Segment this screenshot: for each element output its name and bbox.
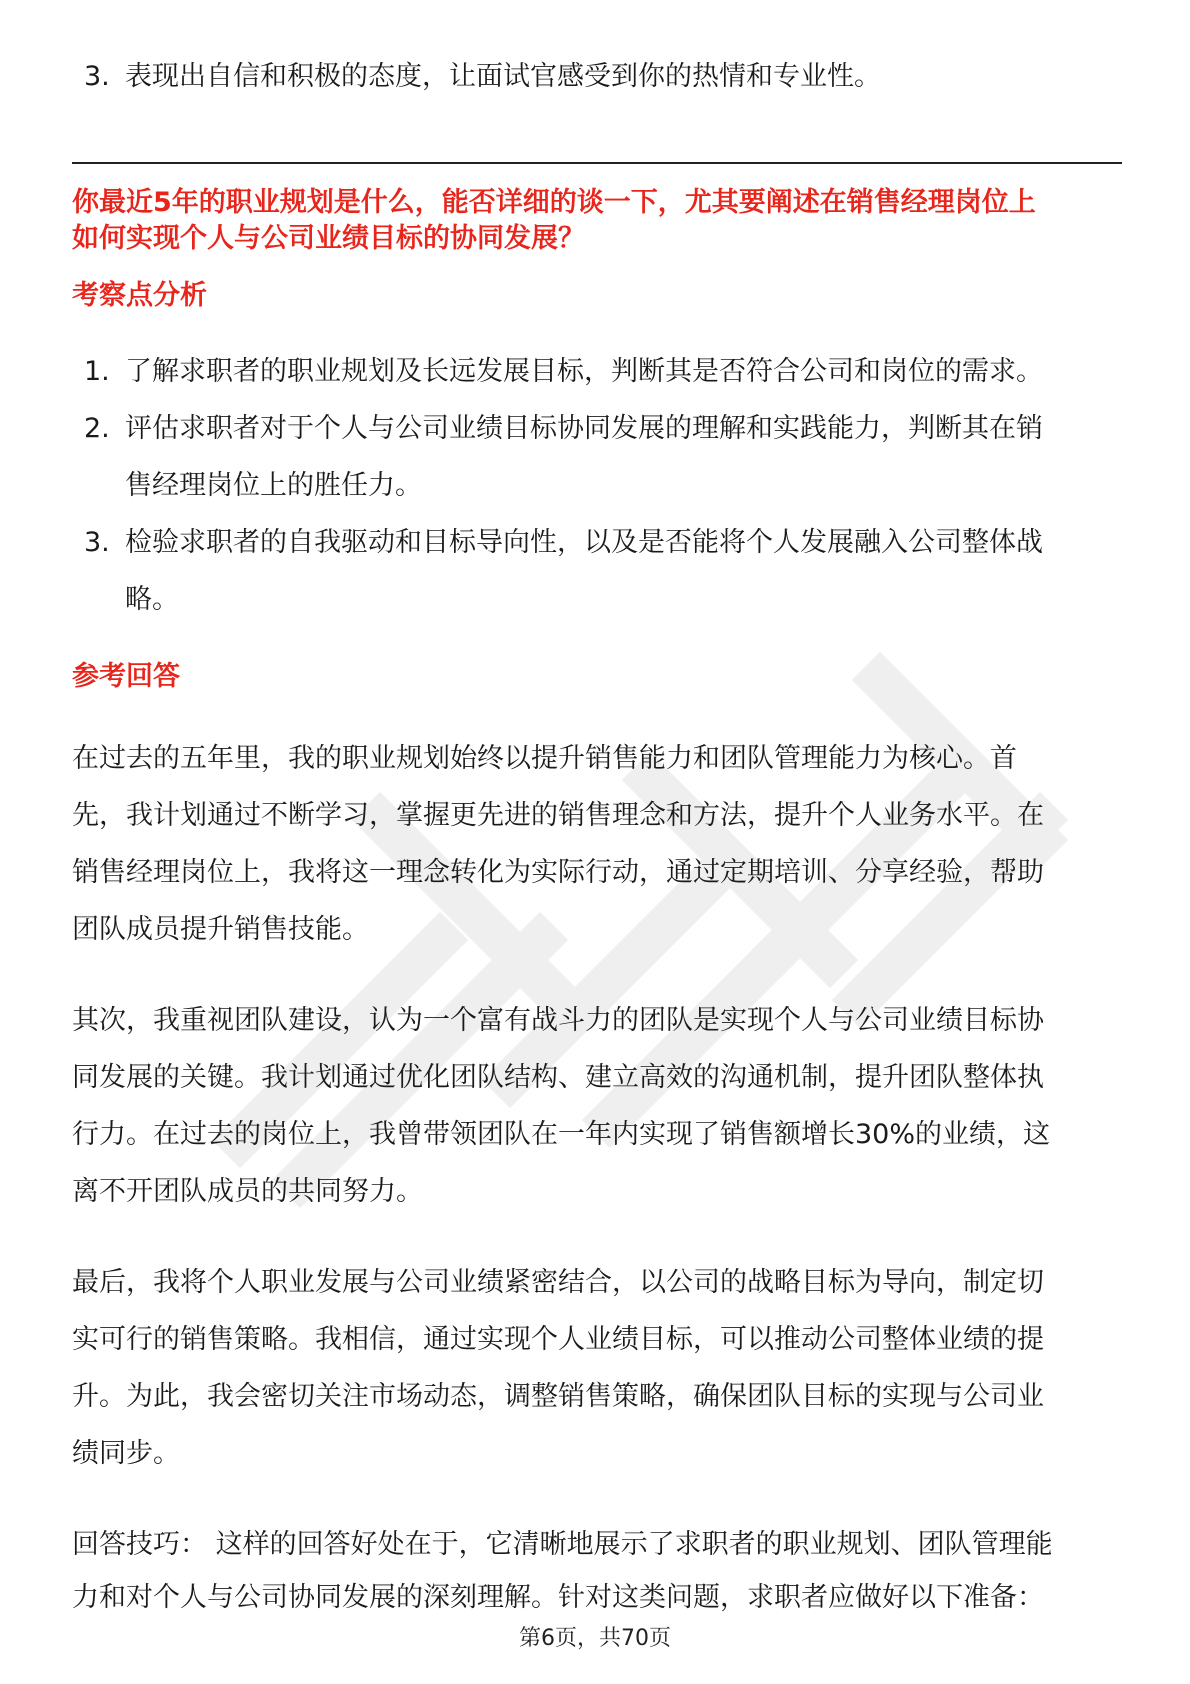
prev-item-number: 3.	[84, 61, 110, 92]
answer-paragraph-line: 实可行的销售策略。我相信，通过实现个人业绩目标，可以推动公司整体业绩的提	[72, 1324, 1044, 1355]
answer-paragraph-line: 同发展的关键。我计划通过优化团队结构、建立高效的沟通机制，提升团队整体执	[72, 1062, 1044, 1093]
answer-paragraph-line: 绩同步。	[72, 1438, 180, 1469]
answer-paragraph-line: 团队成员提升销售技能。	[72, 914, 369, 945]
answer-heading: 参考回答	[72, 661, 180, 692]
page-number-footer: 第6页，共70页	[519, 1626, 671, 1651]
analysis-item-number: 2.	[84, 413, 110, 444]
analysis-item-number: 3.	[84, 527, 110, 558]
answer-paragraph-line: 在过去的五年里，我的职业规划始终以提升销售能力和团队管理能力为核心。首	[72, 743, 1017, 774]
answer-paragraph-line: 升。为此，我会密切关注市场动态，调整销售策略，确保团队目标的实现与公司业	[72, 1381, 1044, 1412]
analysis-item-line: 评估求职者对于个人与公司业绩目标协同发展的理解和实践能力，判断其在销	[125, 413, 1043, 444]
analysis-item-line: 了解求职者的职业规划及长远发展目标，判断其是否符合公司和岗位的需求。	[125, 356, 1043, 387]
question-line-2: 如何实现个人与公司业绩目标的协同发展？	[72, 223, 585, 254]
section-divider	[72, 162, 1122, 164]
answer-paragraph-line: 离不开团队成员的共同努力。	[72, 1176, 423, 1207]
answer-tips-line: 回答技巧： 这样的回答好处在于，它清晰地展示了求职者的职业规划、团队管理能	[72, 1529, 1053, 1560]
answer-paragraph-line: 最后，我将个人职业发展与公司业绩紧密结合，以公司的战略目标为导向，制定切	[72, 1267, 1044, 1298]
answer-tips-line: 力和对个人与公司协同发展的深刻理解。针对这类问题，求职者应做好以下准备：	[72, 1582, 1044, 1613]
analysis-item-line: 略。	[125, 584, 179, 615]
answer-paragraph-line: 行力。在过去的岗位上，我曾带领团队在一年内实现了销售额增长30%的业绩，这	[72, 1119, 1051, 1150]
analysis-heading: 考察点分析	[72, 280, 207, 311]
analysis-item-number: 1.	[84, 356, 110, 387]
answer-paragraph-line: 先，我计划通过不断学习，掌握更先进的销售理念和方法，提升个人业务水平。在	[72, 800, 1044, 831]
answer-paragraph-line: 其次，我重视团队建设，认为一个富有战斗力的团队是实现个人与公司业绩目标协	[72, 1005, 1044, 1036]
analysis-item-line: 售经理岗位上的胜任力。	[125, 470, 422, 501]
prev-item-text: 表现出自信和积极的态度，让面试官感受到你的热情和专业性。	[125, 61, 881, 92]
answer-paragraph-line: 销售经理岗位上，我将这一理念转化为实际行动，通过定期培训、分享经验，帮助	[72, 857, 1044, 888]
question-line-1: 你最近5年的职业规划是什么，能否详细的谈一下，尤其要阐述在销售经理岗位上	[72, 187, 1036, 218]
analysis-item-line: 检验求职者的自我驱动和目标导向性，以及是否能将个人发展融入公司整体战	[125, 527, 1043, 558]
